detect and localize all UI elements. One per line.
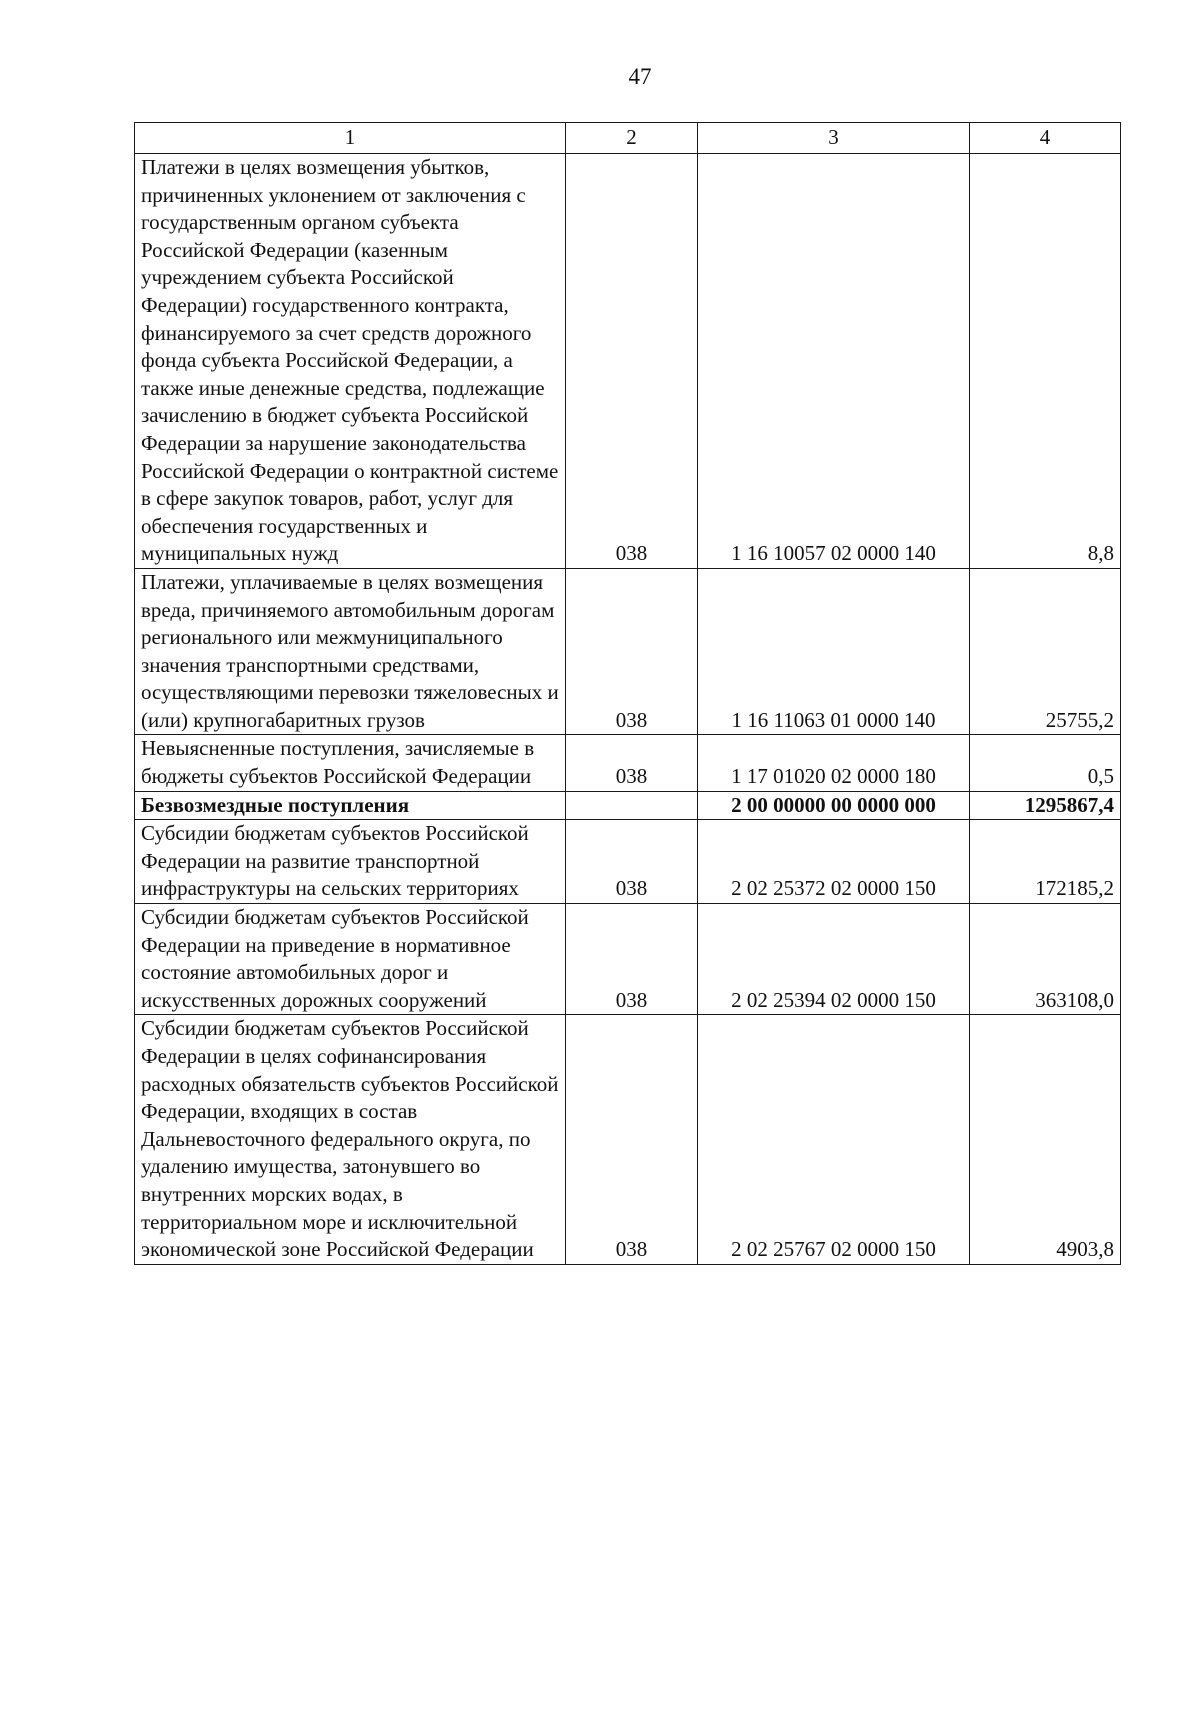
row-budget-code: 2 00 00000 00 0000 000 (698, 791, 970, 820)
row-name: Платежи, уплачиваемые в целях возмещения вреда, причиняемого автомобильным дорогам регионального или межмуниципального значения транспортными средствами, осуществляющими перевозки тяжеловесных и (или) крупногабаритных грузов (135, 568, 566, 735)
row-name: Безвозмездные поступления (135, 791, 566, 820)
table-row (135, 1015, 1121, 1264)
row-name: Субсидии бюджетам субъектов Российской Федерации на развитие транспортной инфраструктуры на сельских территориях (135, 820, 566, 904)
row-budget-code: 1 16 10057 02 0000 140 (698, 154, 970, 569)
row-amount: 4903,8 (970, 1015, 1121, 1264)
header-col-1: 1 (135, 123, 566, 154)
row-amount: 1295867,4 (970, 791, 1121, 820)
row-name: Субсидии бюджетам субъектов Российской Федерации в целях софинансирования расходных обязательств субъектов Российской Федерации, входящих в состав Дальневосточного федерального округа, по удалению имущества, затонувшего во внутренних морских водах, в территориальном море и исключительной экономической зоне Российской Федерации (135, 1015, 566, 1264)
row-amount: 172185,2 (970, 820, 1121, 904)
row-amount: 25755,2 (970, 568, 1121, 735)
header-col-2: 2 (566, 123, 698, 154)
row-budget-code: 2 02 25767 02 0000 150 (698, 1015, 970, 1264)
row-name: Платежи в целях возмещения убытков, причиненных уклонением от заключения с государственным органом субъекта Российской Федерации (казенным учреждением субъекта Российской Федерации) государственного контракта, финансируемого за счет средств дорожного фонда субъекта Российской Федерации, а также иные денежные средства, подлежащие зачислению в бюджет субъекта Российской Федерации за нарушение законодательства Российской Федерации о контрактной системе в сфере закупок товаров, работ, услуг для обеспечения государственных и муниципальных нужд (135, 154, 566, 569)
header-col-3: 3 (698, 123, 970, 154)
row-admin-code: 038 (566, 568, 698, 735)
row-admin-code: 038 (566, 735, 698, 791)
table-row (135, 735, 1121, 791)
row-name: Субсидии бюджетам субъектов Российской Федерации на приведение в нормативное состояние автомобильных дорог и искусственных дорожных сооружений (135, 904, 566, 1015)
row-admin-code: 038 (566, 1015, 698, 1264)
table-row-total (135, 791, 1121, 820)
row-admin-code: 038 (566, 904, 698, 1015)
table-row (135, 154, 1121, 569)
row-amount: 0,5 (970, 735, 1121, 791)
budget-revenue-table (134, 122, 1121, 1265)
row-budget-code: 1 16 11063 01 0000 140 (698, 568, 970, 735)
row-budget-code: 2 02 25372 02 0000 150 (698, 820, 970, 904)
row-name: Невыясненные поступления, зачисляемые в бюджеты субъектов Российской Федерации (135, 735, 566, 791)
row-budget-code: 2 02 25394 02 0000 150 (698, 904, 970, 1015)
row-admin-code: 038 (566, 154, 698, 569)
row-admin-code: 038 (566, 820, 698, 904)
table-row (135, 568, 1121, 735)
page-number: 47 (628, 64, 652, 89)
header-col-4: 4 (970, 123, 1121, 154)
table-header-row (135, 123, 1121, 154)
row-amount: 363108,0 (970, 904, 1121, 1015)
row-admin-code (566, 791, 698, 820)
table-row (135, 820, 1121, 904)
table-row (135, 904, 1121, 1015)
row-amount: 8,8 (970, 154, 1121, 569)
row-budget-code: 1 17 01020 02 0000 180 (698, 735, 970, 791)
